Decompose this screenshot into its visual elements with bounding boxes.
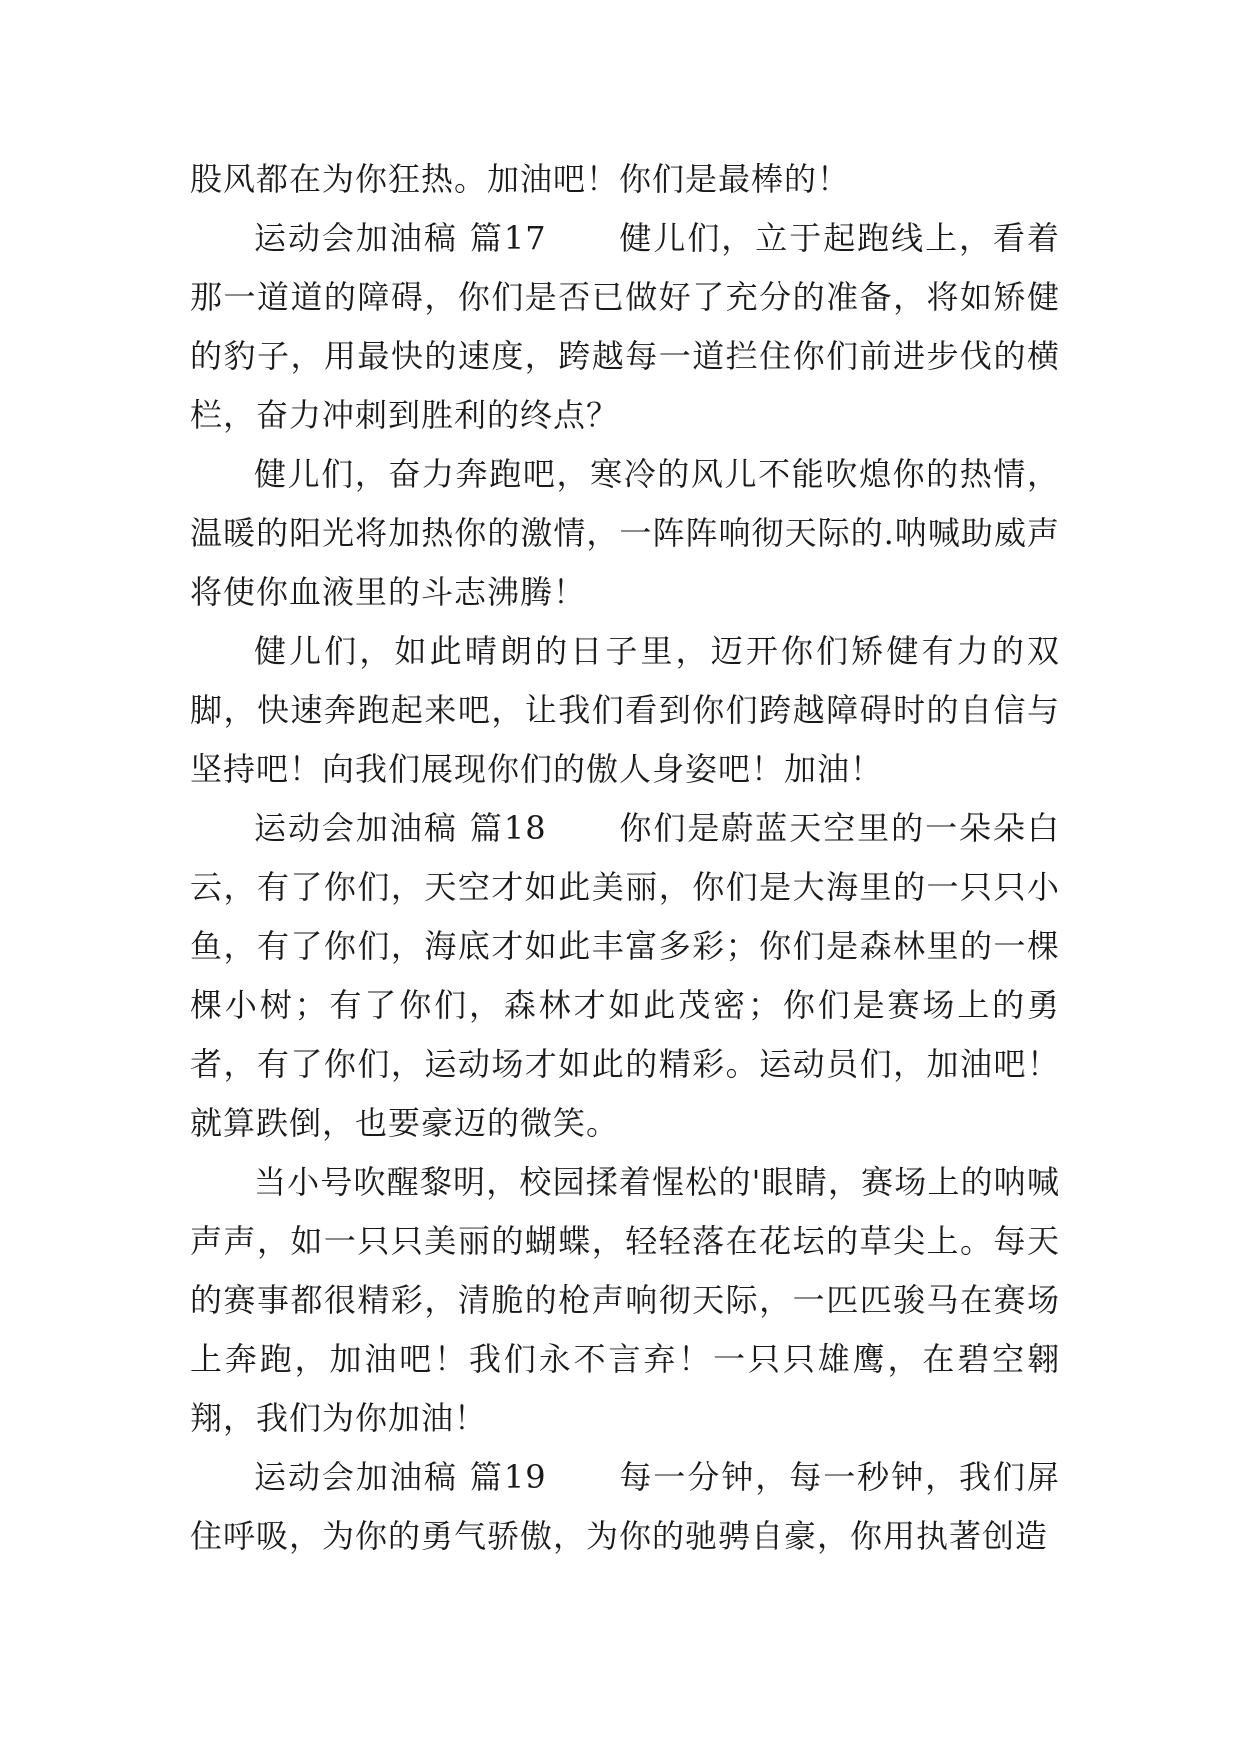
document-body: [190, 150, 1060, 1566]
paragraph-4: [190, 622, 1060, 799]
section-heading-18: 运动会加油稿 篇18: [254, 809, 547, 847]
paragraph-4-text: 健儿们，如此晴朗的日子里，迈开你们矫健有力的双脚，快速奔跑起来吧，让我们看到你们跨越障碍时的自信与坚持吧！向我们展现你们的傲人身姿吧！加油！: [190, 632, 1060, 788]
paragraph-1: [190, 150, 1060, 209]
paragraph-7-text: 每一分钟，每一秒钟，我们屏住呼吸，为你的勇气骄傲，为你的驰骋自豪，你用执著创造: [190, 1458, 1060, 1555]
paragraph-6-text: 当小号吹醒黎明，校园揉着惺松的'眼睛，赛场上的呐喊声声，如一只只美丽的蝴蝶，轻轻落在花坛的草尖上。每天的赛事都很精彩，清脆的枪声响彻天际，一匹匹骏马在赛场上奔跑，加油吧！我们永不言弃！一只只雄鹰，在碧空翱翔，我们为你加油！: [190, 1163, 1060, 1437]
paragraph-7: [190, 1448, 1060, 1566]
paragraph-5-text: 你们是蔚蓝天空里的一朵朵白云，有了你们，天空才如此美丽，你们是大海里的一只只小鱼，有了你们，海底才如此丰富多彩；你们是森林里的一棵棵小树；有了你们，森林才如此茂密；你们是赛场上的勇者，有了你们，运动场才如此的精彩。运动员们，加油吧！就算跌倒，也要豪迈的微笑。: [190, 809, 1060, 1142]
section-heading-19: 运动会加油稿 篇19: [254, 1458, 547, 1496]
paragraph-2: [190, 209, 1060, 445]
paragraph-3: [190, 445, 1060, 622]
paragraph-1-text: 股风都在为你狂热。加油吧！你们是最棒的！: [190, 160, 851, 198]
section-heading-17: 运动会加油稿 篇17: [254, 219, 547, 257]
paragraph-2-text: 健儿们，立于起跑线上，看着那一道道的障碍，你们是否已做好了充分的准备，将如矫健的豹子，用最快的速度，跨越每一道拦住你们前进步伐的横栏，奋力冲刺到胜利的终点？: [190, 219, 1060, 434]
paragraph-3-text: 健儿们，奋力奔跑吧，寒冷的风儿不能吹熄你的热情，温暖的阳光将加热你的激情，一阵阵响彻天际的.呐喊助威声将使你血液里的斗志沸腾！: [190, 455, 1060, 611]
paragraph-5: [190, 799, 1060, 1153]
paragraph-6: [190, 1153, 1060, 1448]
